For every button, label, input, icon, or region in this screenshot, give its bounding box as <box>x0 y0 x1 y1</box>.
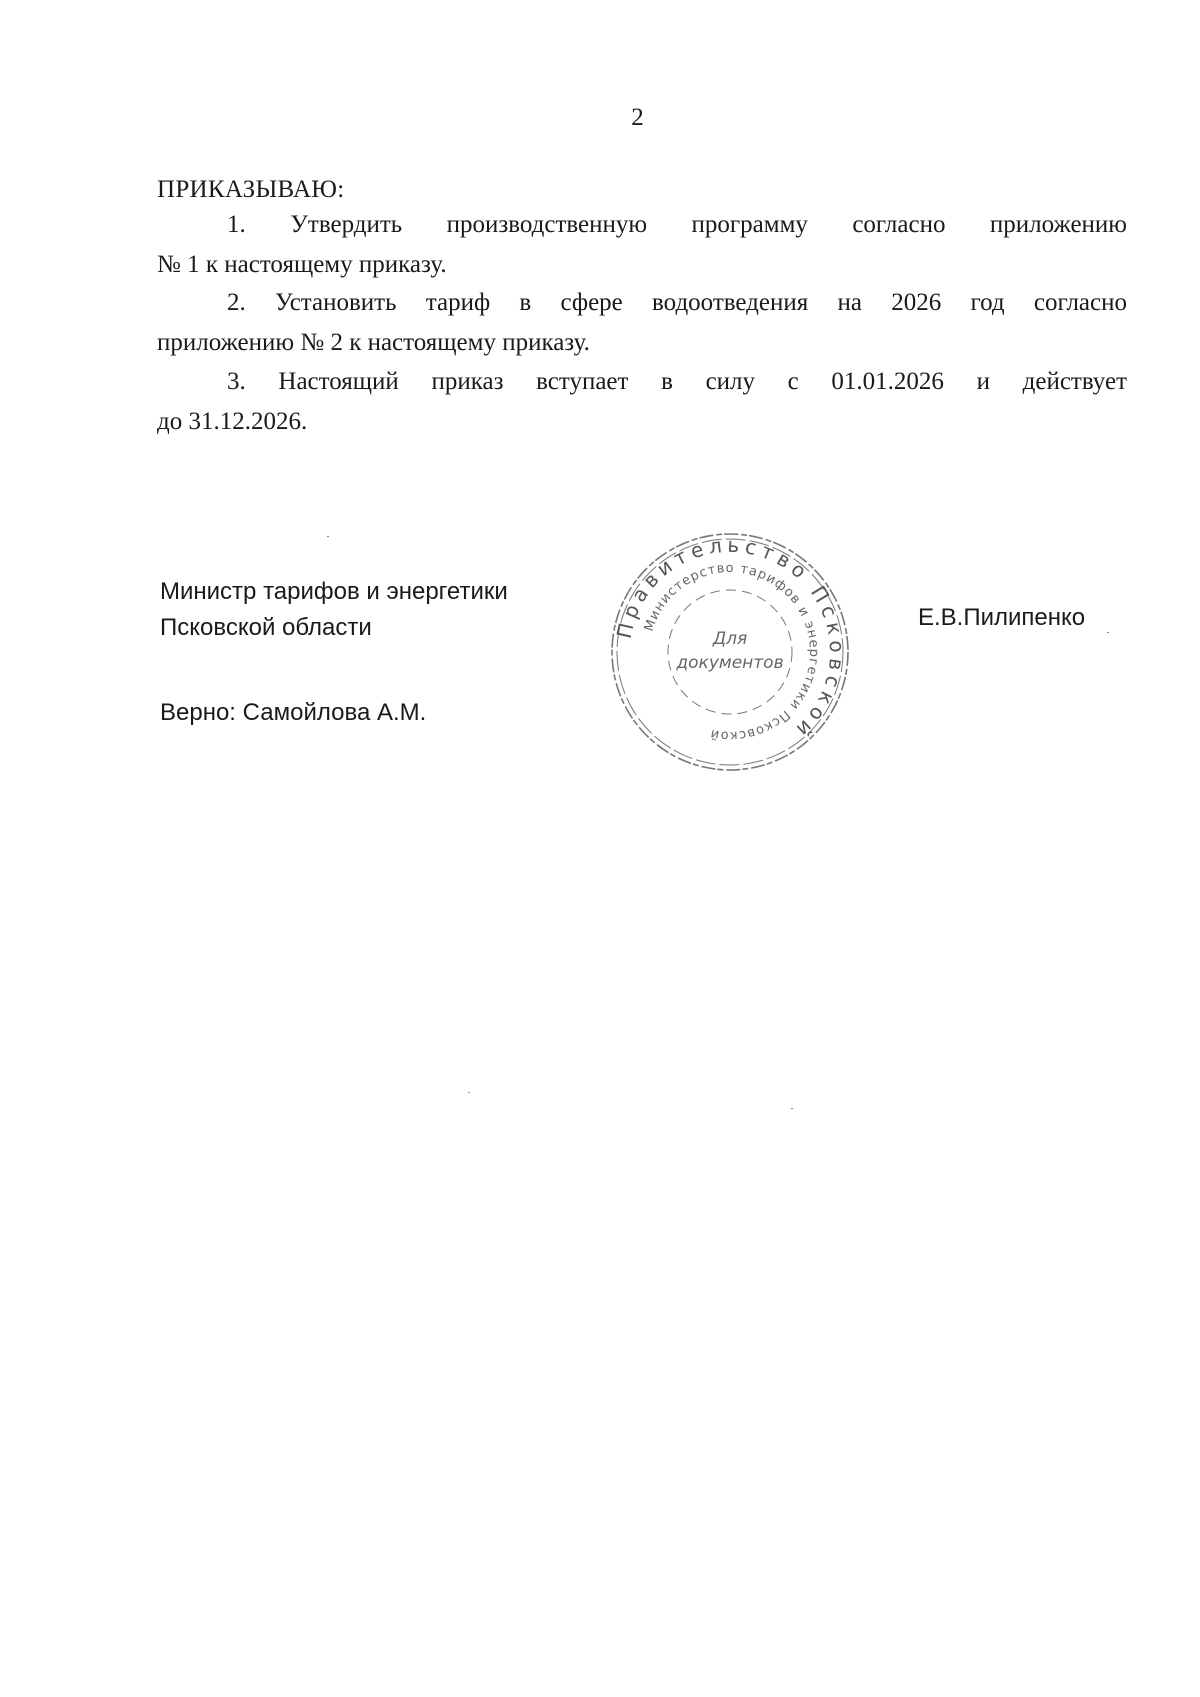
stamp-center-line-1: Для <box>712 629 748 649</box>
clause-2-first-line: 2. Установить тариф в сфере водоотведения на 2026 год согласно <box>227 289 1127 316</box>
order-clause-1 <box>157 205 1127 285</box>
stamp-inner-text: Министерство тарифов и энергетики Псковской <box>641 560 822 744</box>
stamp-outer-text: Правительство Псковской <box>611 532 850 746</box>
scan-speck <box>791 1108 793 1109</box>
order-heading: ПРИКАЗЫВАЮ: <box>157 176 345 203</box>
official-stamp <box>606 528 854 776</box>
signatory-position <box>160 574 508 646</box>
signatory-name: Е.В.Пилипенко <box>918 604 1086 631</box>
clause-3-continuation: до 31.12.2026. <box>157 408 308 435</box>
position-line-1: Министр тарифов и энергетики <box>160 578 508 605</box>
order-clause-3 <box>157 362 1127 442</box>
scan-speck <box>468 1092 470 1093</box>
clause-2-continuation: приложению № 2 к настоящему приказу. <box>157 329 590 356</box>
verified-by: Верно: Самойлова А.М. <box>160 699 427 726</box>
order-clause-2 <box>157 283 1127 363</box>
scan-speck <box>327 536 329 537</box>
stamp-center-line-2: документов <box>676 653 784 673</box>
position-line-2: Псковской области <box>160 614 372 641</box>
clause-1-first-line: 1. Утвердить производственную программу согласно приложению <box>227 211 1127 238</box>
clause-3-first-line: 3. Настоящий приказ вступает в силу с 01.01.2026 и действует <box>227 368 1127 395</box>
scan-speck <box>1107 632 1109 633</box>
page-number: 2 <box>631 104 644 131</box>
clause-1-continuation: № 1 к настоящему приказу. <box>157 251 447 278</box>
